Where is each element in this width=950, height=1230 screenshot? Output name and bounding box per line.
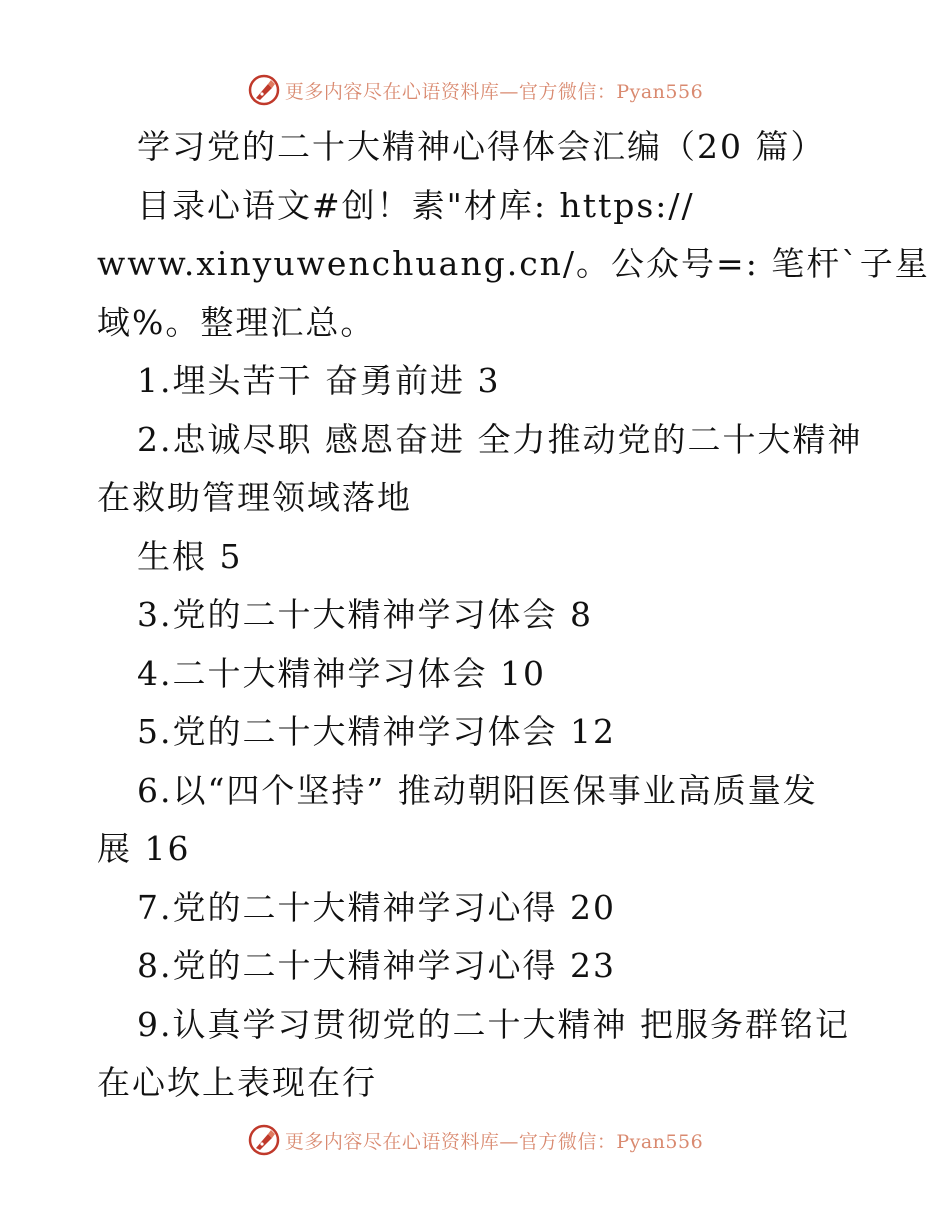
footer-banner-text: 更多内容尽在心语资料库—官方微信：Pyan556 xyxy=(284,1130,704,1153)
document-line: 在心坎上表现在行 xyxy=(97,1063,377,1102)
pen-nib-logo-icon xyxy=(247,1123,281,1157)
document-body xyxy=(97,118,930,1113)
document-title: 学习党的二十大精神心得体会汇编（20 篇） xyxy=(137,127,826,166)
document-line: 在救助管理领域落地 xyxy=(97,478,412,517)
document-line: 域%。整理汇总。 xyxy=(97,302,376,342)
document-line: 4.二十大精神学习体会 10 xyxy=(137,653,546,693)
footer-banner xyxy=(0,1120,950,1160)
document-line: 8.党的二十大精神学习心得 23 xyxy=(137,946,616,985)
document-line: 7.党的二十大精神学习心得 20 xyxy=(137,887,616,927)
document-line: 9.认真学习贯彻党的二十大精神 把服务群铭记 xyxy=(137,1004,850,1044)
document-line: 3.党的二十大精神学习体会 8 xyxy=(137,595,593,634)
document-line: 1.埋头苦干 奋勇前进 3 xyxy=(137,361,501,400)
document-line: 目录心语文#创！素"材库: https:// xyxy=(137,185,695,225)
document-line: 展 16 xyxy=(97,829,191,868)
document-line: 2.忠诚尽职 感恩奋进 全力推动党的二十大精神 xyxy=(137,419,863,459)
document-line: 生根 5 xyxy=(137,536,243,576)
document-line: 6.以“四个坚持” 推动朝阳医保事业高质量发 xyxy=(137,770,818,810)
pen-nib-logo-icon xyxy=(247,73,281,107)
document-line: www.xinyuwenchuang.cn/。公众号=: 笔杆`子星 xyxy=(97,244,930,283)
header-banner-text: 更多内容尽在心语资料库—官方微信：Pyan556 xyxy=(284,80,704,103)
header-banner xyxy=(0,70,950,110)
document-line: 5.党的二十大精神学习体会 12 xyxy=(137,712,616,751)
